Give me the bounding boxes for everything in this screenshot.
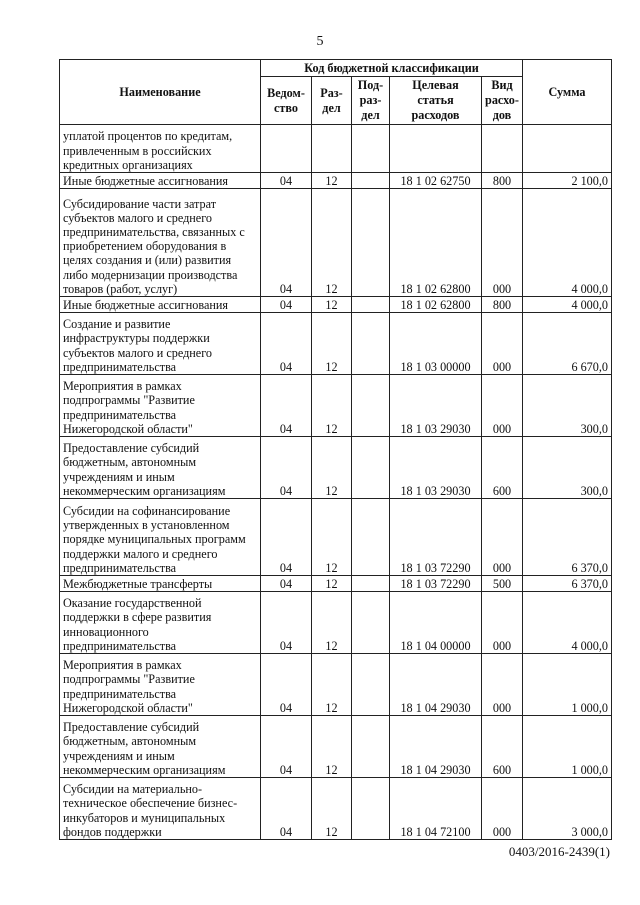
row-razd: 12 [312,375,352,437]
row-podr [352,297,390,313]
row-target [390,125,482,173]
row-target: 18 1 02 62800 [390,297,482,313]
row-name: Иные бюджетные ассигнования [60,297,261,313]
row-podr [352,375,390,437]
row-vid: 000 [482,592,523,654]
row-vid: 000 [482,778,523,840]
row-name: Создание и развитие инфраструктуры поддержки субъектов малого и среднего предпринимательства [60,313,261,375]
header-vid: Вид расхо-дов [482,77,523,125]
row-podr [352,778,390,840]
header-vedomstvo: Ведом-ство [261,77,312,125]
table-row [60,654,612,716]
row-razd: 12 [312,499,352,576]
row-ved: 04 [261,654,312,716]
table-row [60,297,612,313]
row-razd: 12 [312,778,352,840]
row-podr [352,499,390,576]
row-sum: 4 000,0 [523,592,612,654]
row-podr [352,125,390,173]
row-podr [352,313,390,375]
header-name: Наименование [60,60,261,125]
row-target: 18 1 04 29030 [390,716,482,778]
row-name: Субсидирование части затрат субъектов малого и среднего предпринимательства, связанных с приобретением оборудования в целях создания и (или) развития либо модернизации производства товаров (работ, услуг) [60,189,261,297]
row-vid: 000 [482,654,523,716]
row-ved: 04 [261,313,312,375]
row-sum: 4 000,0 [523,297,612,313]
row-vid: 000 [482,189,523,297]
row-razd: 12 [312,716,352,778]
row-ved: 04 [261,189,312,297]
row-name: Предоставление субсидий бюджетным, автономным учреждениям и иным некоммерческим организациям [60,716,261,778]
row-target: 18 1 04 29030 [390,654,482,716]
row-sum: 1 000,0 [523,654,612,716]
row-target: 18 1 03 00000 [390,313,482,375]
row-ved: 04 [261,576,312,592]
row-name: Оказание государственной поддержки в сфере развития инновационного предпринимательства [60,592,261,654]
row-podr [352,654,390,716]
header-target: Целевая статья расходов [390,77,482,125]
row-razd: 12 [312,189,352,297]
row-vid: 800 [482,297,523,313]
header-code-group: Код бюджетной классификации [261,60,523,77]
budget-table [59,59,612,840]
table-row [60,313,612,375]
header-summa: Сумма [523,60,612,125]
header-razdel: Раз-дел [312,77,352,125]
row-sum: 6 670,0 [523,313,612,375]
row-name: Субсидии на софинансирование утвержденных в установленном порядке муниципальных программ поддержки малого и среднего предпринимательства [60,499,261,576]
row-razd [312,125,352,173]
row-ved: 04 [261,716,312,778]
row-name: Мероприятия в рамках подпрограммы "Развитие предпринимательства Нижегородской области" [60,654,261,716]
row-sum: 6 370,0 [523,576,612,592]
row-podr [352,173,390,189]
table-row [60,375,612,437]
row-ved: 04 [261,499,312,576]
row-name: Иные бюджетные ассигнования [60,173,261,189]
row-sum: 300,0 [523,437,612,499]
document-code: 0403/2016-2439(1) [508,844,610,859]
row-ved: 04 [261,173,312,189]
row-podr [352,716,390,778]
row-razd: 12 [312,576,352,592]
row-vid [482,125,523,173]
row-podr [352,437,390,499]
row-podr [352,189,390,297]
row-name: уплатой процентов по кредитам, привлеченным в российских кредитных организациях [60,125,261,173]
row-target: 18 1 03 72290 [390,499,482,576]
row-name: Субсидии на материально-техническое обеспечение бизнес-инкубаторов и муниципальных фондов поддержки [60,778,261,840]
row-sum: 6 370,0 [523,499,612,576]
row-vid: 000 [482,375,523,437]
row-name: Межбюджетные трансферты [60,576,261,592]
row-razd: 12 [312,437,352,499]
table-row [60,716,612,778]
row-name: Предоставление субсидий бюджетным, автономным учреждениям и иным некоммерческим организациям [60,437,261,499]
header-podrazdel: Под-раз-дел [352,77,390,125]
row-target: 18 1 02 62800 [390,189,482,297]
row-ved [261,125,312,173]
table-row [60,437,612,499]
row-razd: 12 [312,313,352,375]
row-sum: 4 000,0 [523,189,612,297]
row-razd: 12 [312,654,352,716]
table-row [60,499,612,576]
row-ved: 04 [261,297,312,313]
table-row [60,778,612,840]
row-name: Мероприятия в рамках подпрограммы "Развитие предпринимательства Нижегородской области" [60,375,261,437]
table-row [60,173,612,189]
row-sum [523,125,612,173]
row-target: 18 1 02 62750 [390,173,482,189]
row-vid: 000 [482,313,523,375]
row-ved: 04 [261,437,312,499]
row-vid: 600 [482,437,523,499]
row-ved: 04 [261,592,312,654]
row-sum: 1 000,0 [523,716,612,778]
row-razd: 12 [312,297,352,313]
page-number: 5 [316,34,324,49]
row-podr [352,576,390,592]
row-sum: 300,0 [523,375,612,437]
row-target: 18 1 04 00000 [390,592,482,654]
table-row [60,125,612,173]
row-ved: 04 [261,778,312,840]
row-podr [352,592,390,654]
row-target: 18 1 03 72290 [390,576,482,592]
row-target: 18 1 03 29030 [390,437,482,499]
table-row [60,592,612,654]
row-sum: 3 000,0 [523,778,612,840]
row-target: 18 1 04 72100 [390,778,482,840]
table-row [60,189,612,297]
row-razd: 12 [312,592,352,654]
row-sum: 2 100,0 [523,173,612,189]
row-target: 18 1 03 29030 [390,375,482,437]
row-vid: 500 [482,576,523,592]
table-row [60,576,612,592]
row-vid: 600 [482,716,523,778]
row-ved: 04 [261,375,312,437]
row-razd: 12 [312,173,352,189]
row-vid: 800 [482,173,523,189]
row-vid: 000 [482,499,523,576]
